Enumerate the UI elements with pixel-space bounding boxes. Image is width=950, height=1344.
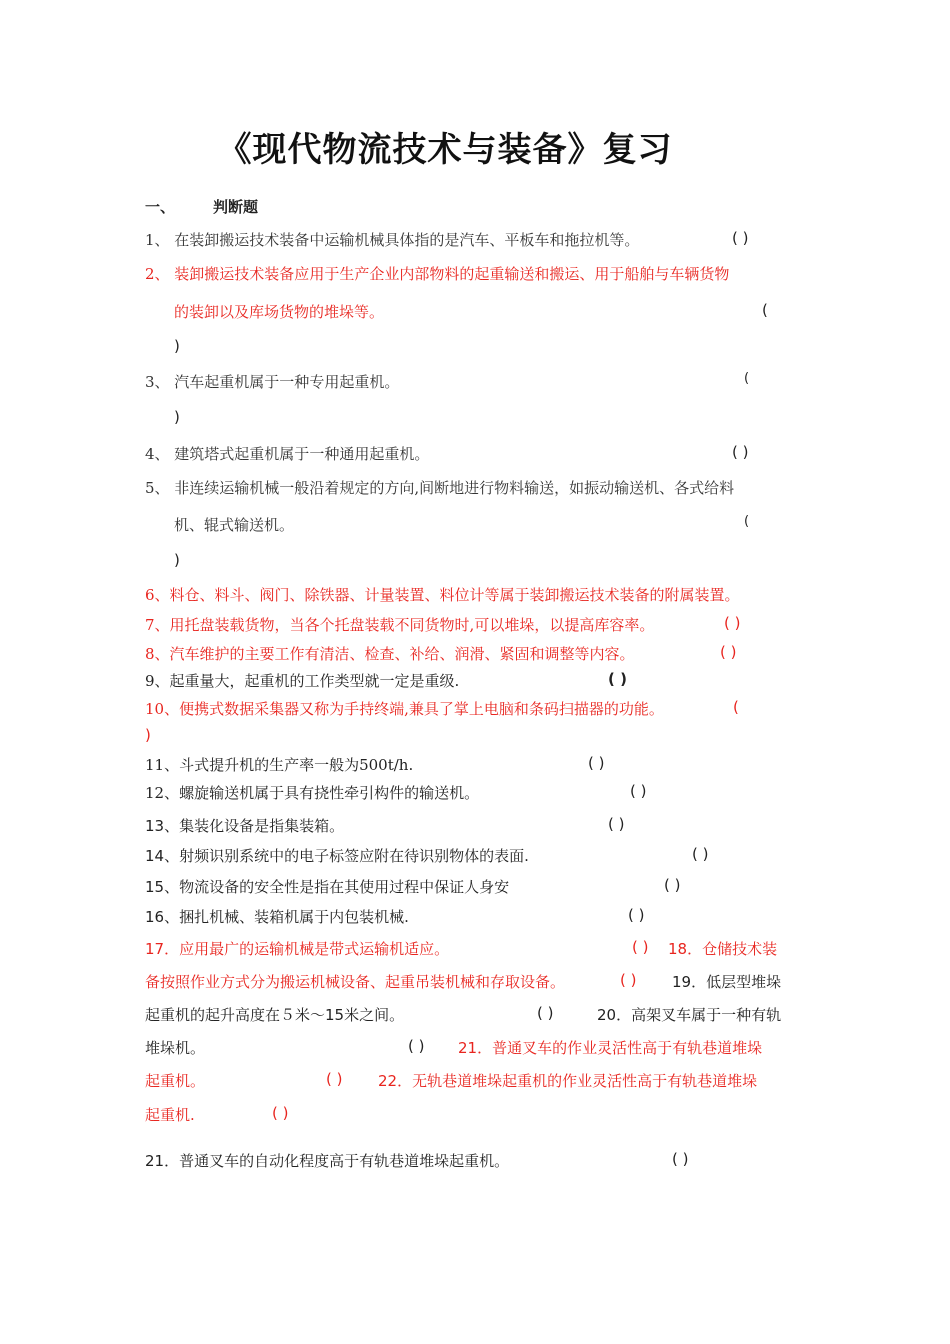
answer-paren-2-close: ) xyxy=(174,337,180,355)
question-18-part-1: 18．仓储技术装 xyxy=(668,940,778,958)
question-21-part-1: 21．普通叉车的作业灵活性高于有轨巷道堆垛 xyxy=(458,1039,763,1057)
answer-paren-5-close: ) xyxy=(174,551,180,569)
answer-paren-8: ( ) xyxy=(720,643,737,661)
question-20-part-1: 20．高架叉车属于一种有轨 xyxy=(597,1006,782,1024)
question-5-line-1: 5、 非连续运输机械一般沿着规定的方向,间断地进行物料输送，如振动输送机、各式给料 xyxy=(145,479,735,497)
question-19-part-2: 起重机的起升高度在５米～15米之间。 xyxy=(145,1006,405,1024)
question-7: 7、用托盘装载货物，当各个托盘装载不同货物时,可以堆垛，以提高库容率。 xyxy=(145,616,655,634)
section-title: 判断题 xyxy=(213,198,259,216)
answer-paren-2-open: ( xyxy=(762,301,768,319)
question-16: 16、捆扎机械、装箱机属于内包装机械. xyxy=(145,908,409,926)
answer-paren-10-close: ) xyxy=(145,726,151,744)
answer-paren-11: ( ) xyxy=(588,754,605,772)
question-2-line-1: 2、 装卸搬运技术装备应用于生产企业内部物料的起重输送和搬运、用于船舶与车辆货物 xyxy=(145,265,730,283)
question-4: 4、 建筑塔式起重机属于一种通用起重机。 xyxy=(145,445,430,463)
question-17: 17．应用最广的运输机械是带式运输机适应。 xyxy=(145,940,450,958)
answer-paren-1: ( ) xyxy=(732,229,749,247)
answer-paren-3-close: ) xyxy=(174,408,180,426)
question-3: 3、 汽车起重机属于一种专用起重机。 xyxy=(145,373,400,391)
answer-paren-16: ( ) xyxy=(628,906,645,924)
question-22-part-1: 22．无轨巷道堆垛起重机的作业灵活性高于有轨巷道堆垛 xyxy=(378,1072,758,1090)
answer-paren-13: ( ) xyxy=(608,815,625,833)
question-6: 6、料仓、料斗、阀门、除铁器、计量装置、料位计等属于装卸搬运技术装备的附属装置。 xyxy=(145,586,740,604)
answer-paren-14: ( ) xyxy=(692,845,709,863)
answer-paren-7: ( ) xyxy=(724,614,741,632)
question-9: 9、起重量大，起重机的工作类型就一定是重级. xyxy=(145,672,460,690)
question-20-part-2: 堆垛机。 xyxy=(145,1039,206,1057)
question-19-part-1: 19．低层型堆垛 xyxy=(672,973,782,991)
answer-paren-10-open: ( xyxy=(733,698,739,716)
question-21-automation: 21．普通叉车的自动化程度高于有轨巷道堆垛起重机。 xyxy=(145,1152,510,1170)
section-number: 一、 xyxy=(145,198,176,216)
answer-paren-18: ( ) xyxy=(620,971,637,989)
question-13: 13、集装化设备是指集装箱。 xyxy=(145,817,345,835)
answer-paren-20: ( ) xyxy=(408,1037,425,1055)
question-14: 14、射频识别系统中的电子标签应附在待识别物体的表面. xyxy=(145,847,529,865)
question-15: 15、物流设备的安全性是指在其使用过程中保证人身安 xyxy=(145,878,510,896)
answer-paren-17: ( ) xyxy=(632,938,649,956)
question-21-part-2: 起重机。 xyxy=(145,1072,206,1090)
answer-paren-21: ( ) xyxy=(326,1070,343,1088)
question-22-part-2: 起重机. xyxy=(145,1106,195,1124)
answer-paren-3-open: ( xyxy=(744,371,750,386)
question-18-part-2: 备按照作业方式分为搬运机械设备、起重吊装机械和存取设备。 xyxy=(145,973,566,991)
answer-paren-12: ( ) xyxy=(630,782,647,800)
answer-paren-5-open: ( xyxy=(744,514,750,529)
question-11: 11、斗式提升机的生产率一般为500t/h. xyxy=(145,756,414,774)
answer-paren-9: ( ) xyxy=(608,670,627,688)
question-2-line-2: 的装卸以及库场货物的堆垛等。 xyxy=(174,303,385,321)
answer-paren-15: ( ) xyxy=(664,876,681,894)
question-1: 1、 在装卸搬运技术装备中运输机械具体指的是汽车、平板车和拖拉机等。 xyxy=(145,231,640,249)
question-8: 8、汽车维护的主要工作有清洁、检查、补给、润滑、紧固和调整等内容。 xyxy=(145,645,635,663)
question-12: 12、螺旋输送机属于具有挠性牵引构件的输送机。 xyxy=(145,784,480,802)
answer-paren-4: ( ) xyxy=(732,443,749,461)
question-10: 10、便携式数据采集器又称为手持终端,兼具了掌上电脑和条码扫描器的功能。 xyxy=(145,700,664,718)
answer-paren-22: ( ) xyxy=(272,1104,289,1122)
answer-paren-19: ( ) xyxy=(537,1004,554,1022)
answer-paren-21-automation: ( ) xyxy=(672,1150,689,1168)
question-5-line-2: 机、辊式输送机。 xyxy=(174,516,295,534)
document-title: 《现代物流技术与装备》复习 xyxy=(217,130,673,170)
